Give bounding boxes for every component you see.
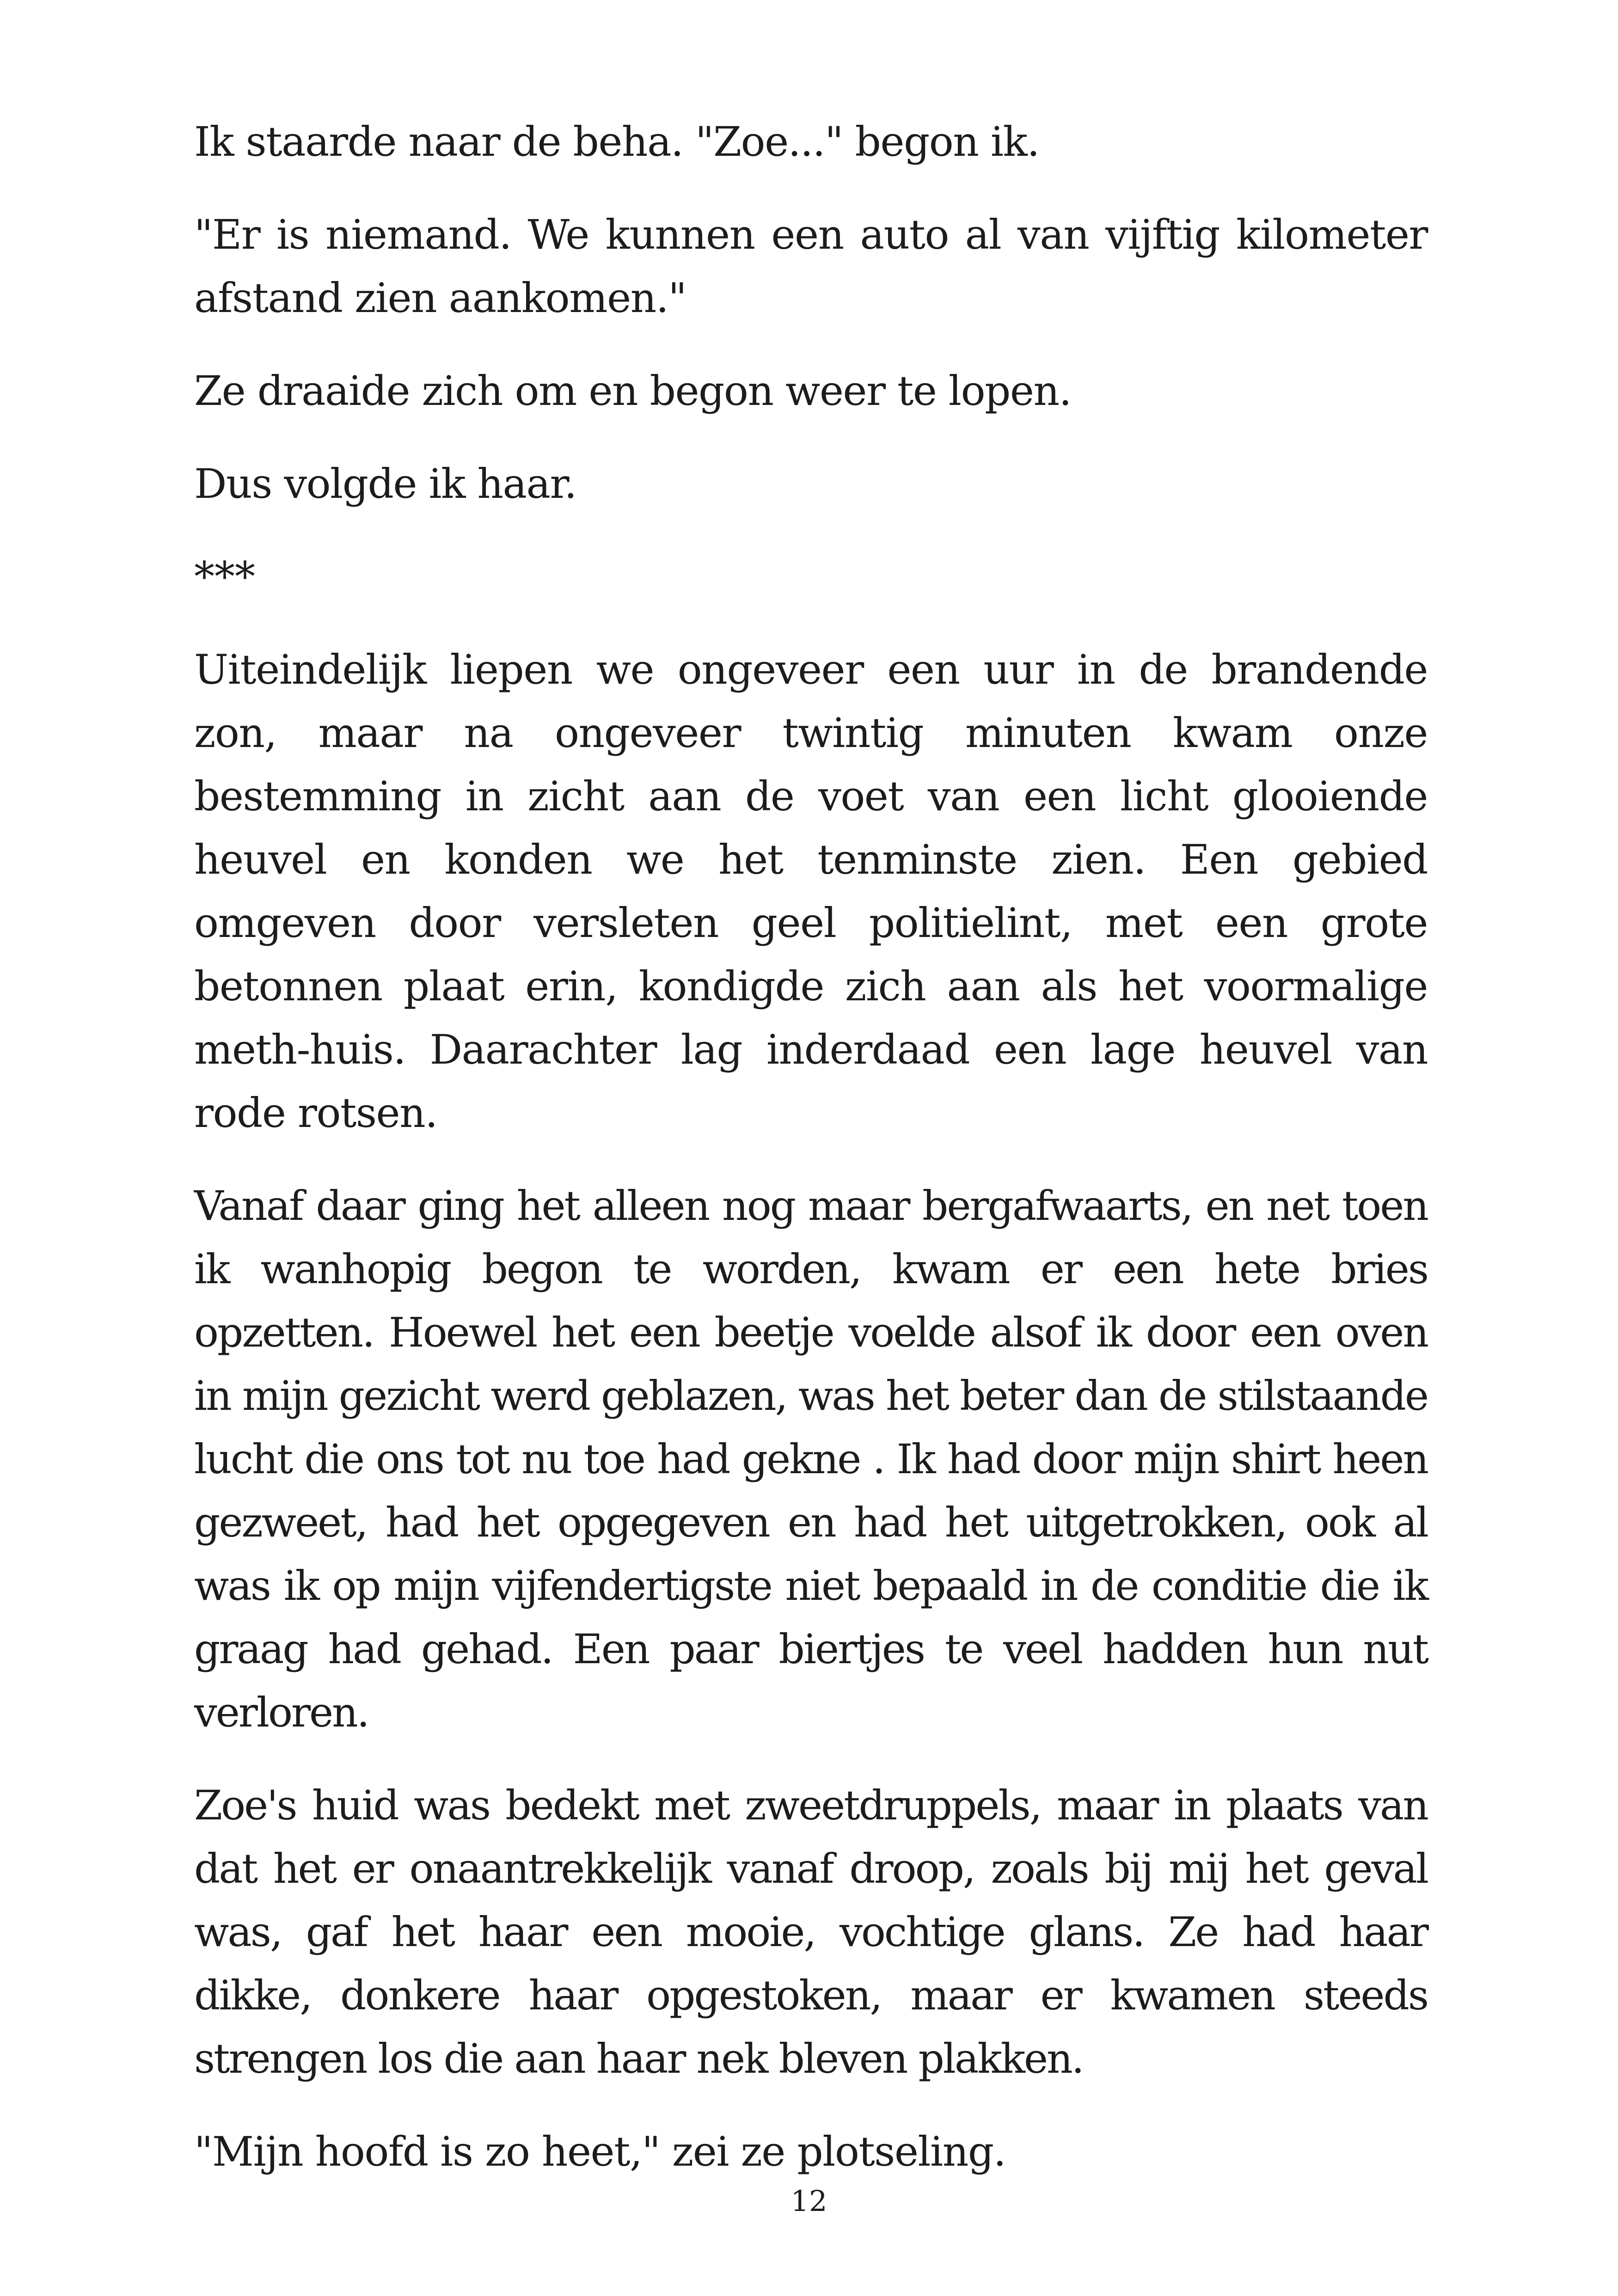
body-text [194,110,1428,2213]
paragraph-7: Zoe's huid was bedekt met zweetdruppels, maar in plaats van dat het er onaantrekkelijk vanaf droop, zoals bij mij het geval was, gaf het haar een mooie, vochtige glans. Ze had haar dikke, donkere haar opgestoken, maar er kwamen steeds strengen los die aan haar nek bleven plakken. [194,1782,1428,2082]
paragraph-1: Ik staarde naar de beha. "Zoe..." begon ik. [194,118,1039,165]
paragraph-2: "Er is niemand. We kunnen een auto al van vijftig kilometer afstand zien aankomen." [194,211,1428,322]
page-number: 12 [791,2184,827,2218]
paragraph-4: Dus volgde ik haar. [194,460,576,508]
paragraph-6: Vanaf daar ging het alleen nog maar bergafwaarts, en net toen ik wanhopig begon te worden, kwam er een hete bries opzetten. Hoewel het een beetje voelde alsof ik door een oven in mijn gezicht werd geblazen, was het beter dan de stilstaande lucht die ons tot nu toe had gekne . Ik had door mijn shirt heen gezweet, had het opgegeven en had het uitgetrokken, ook al was ik op mijn vijfendertigste niet bepaald in de conditie die ik graag had gehad. Een paar biertjes te veel hadden hun nut verloren. [194,1182,1428,1736]
paragraph-8: "Mijn hoofd is zo heet," zei ze plotseling. [194,2128,1006,2175]
paragraph-5: Uiteindelijk liepen we ongeveer een uur in de brandende zon, maar na ongeveer twintig minuten kwam onze bestemming in zicht aan de voet van een licht glooiende heuvel en konden we het tenminste zien. Een gebied omgeven door versleten geel politielint, met een grote betonnen plaat erin, kondigde zich aan als het voormalige meth-huis. Daarachter lag inderdaad een lage heuvel van rode rotsen. [194,646,1428,1137]
scene-break: *** [194,553,255,600]
paragraph-3: Ze draaide zich om en begon weer te lopen. [194,367,1072,415]
